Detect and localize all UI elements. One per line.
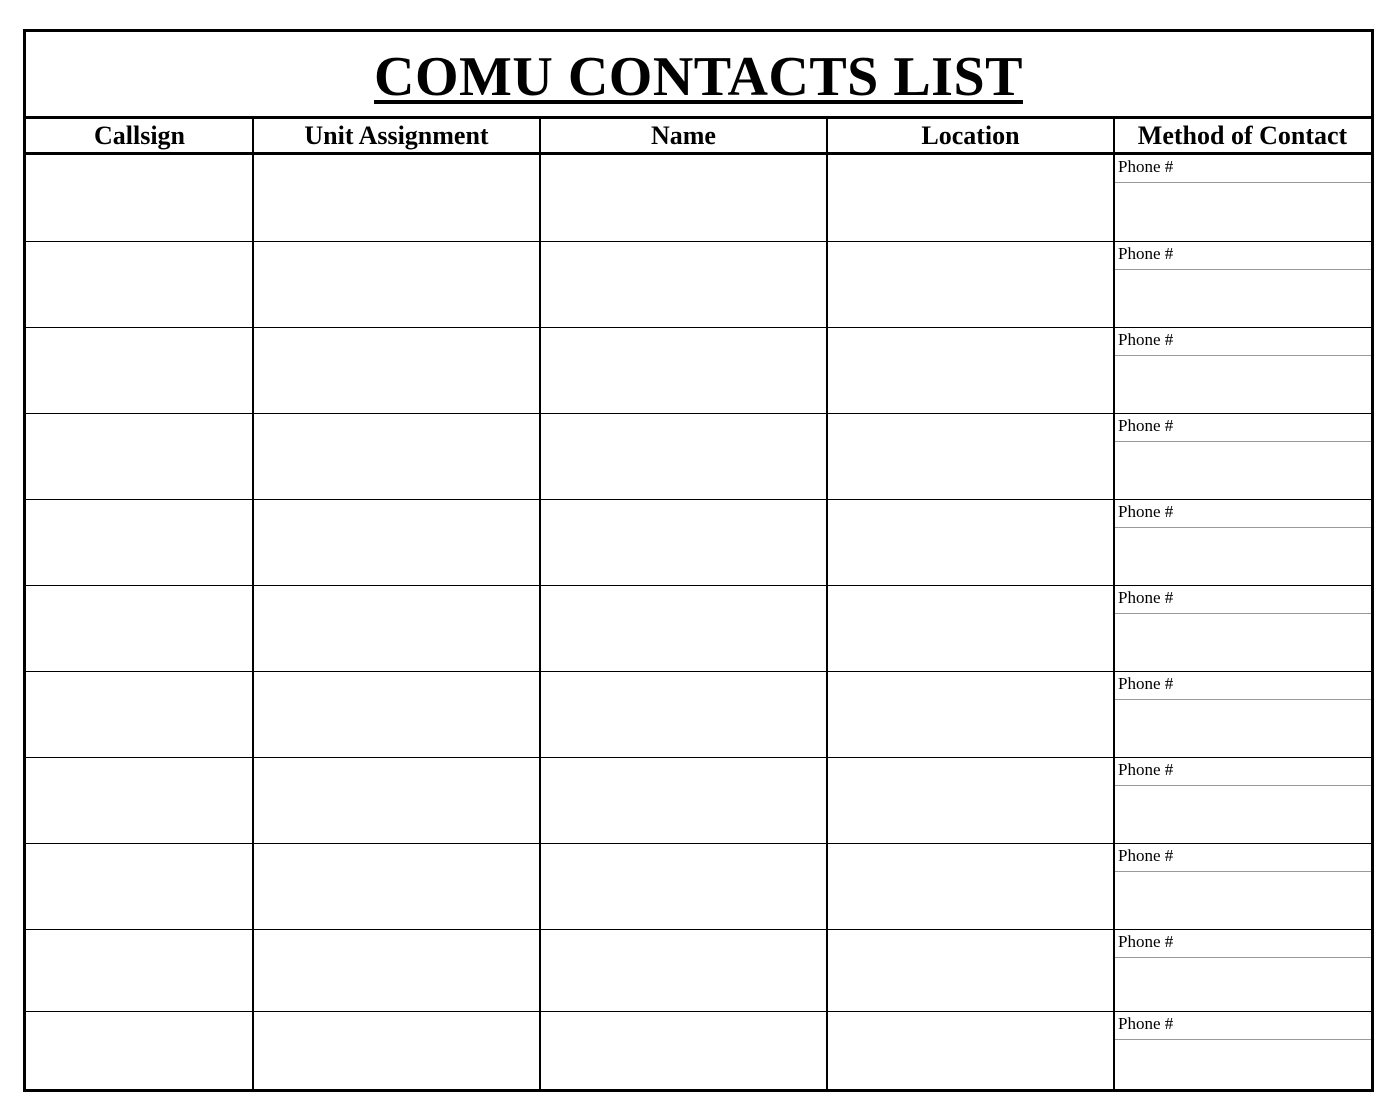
table-row bbox=[26, 929, 1371, 1011]
column-divider bbox=[1113, 116, 1115, 1089]
cell-method-of-contact[interactable] bbox=[1114, 844, 1371, 929]
phone-divider bbox=[1114, 182, 1371, 183]
cell-unit-assignment[interactable] bbox=[253, 328, 540, 413]
table-row bbox=[26, 155, 1371, 241]
cell-unit-assignment[interactable] bbox=[253, 242, 540, 327]
cell-callsign[interactable] bbox=[26, 1012, 253, 1089]
column-header-method-of-contact: Method of Contact bbox=[1137, 120, 1348, 150]
contacts-table bbox=[26, 32, 1371, 1089]
page-title: COMU CONTACTS LIST bbox=[374, 46, 1023, 108]
cell-unit-assignment[interactable] bbox=[253, 1012, 540, 1089]
phone-label: Phone # bbox=[1118, 674, 1174, 693]
cell-callsign[interactable] bbox=[26, 930, 253, 1011]
cell-location[interactable] bbox=[827, 672, 1114, 757]
phone-divider bbox=[1114, 613, 1371, 614]
phone-label: Phone # bbox=[1118, 588, 1174, 607]
phone-label: Phone # bbox=[1118, 157, 1174, 176]
column-header-name: Name bbox=[651, 120, 716, 150]
cell-unit-assignment[interactable] bbox=[253, 155, 540, 241]
cell-location[interactable] bbox=[827, 1012, 1114, 1089]
cell-location[interactable] bbox=[827, 414, 1114, 499]
cell-callsign[interactable] bbox=[26, 672, 253, 757]
cell-callsign[interactable] bbox=[26, 844, 253, 929]
cell-location[interactable] bbox=[827, 758, 1114, 843]
cell-method-of-contact[interactable] bbox=[1114, 758, 1371, 843]
phone-divider bbox=[1114, 527, 1371, 528]
cell-method-of-contact[interactable] bbox=[1114, 328, 1371, 413]
cell-method-of-contact[interactable] bbox=[1114, 930, 1371, 1011]
phone-label: Phone # bbox=[1118, 760, 1174, 779]
table-row bbox=[26, 327, 1371, 413]
phone-label: Phone # bbox=[1118, 502, 1174, 521]
cell-name[interactable] bbox=[540, 242, 827, 327]
table-header-row bbox=[26, 116, 1371, 155]
cell-location[interactable] bbox=[827, 844, 1114, 929]
cell-unit-assignment[interactable] bbox=[253, 758, 540, 843]
cell-method-of-contact[interactable] bbox=[1114, 1012, 1371, 1089]
cell-location[interactable] bbox=[827, 155, 1114, 241]
cell-callsign[interactable] bbox=[26, 328, 253, 413]
cell-name[interactable] bbox=[540, 414, 827, 499]
phone-divider bbox=[1114, 441, 1371, 442]
cell-method-of-contact[interactable] bbox=[1114, 500, 1371, 585]
cell-method-of-contact[interactable] bbox=[1114, 672, 1371, 757]
column-header-callsign: Callsign bbox=[93, 120, 186, 150]
cell-unit-assignment[interactable] bbox=[253, 414, 540, 499]
cell-callsign[interactable] bbox=[26, 414, 253, 499]
cell-callsign[interactable] bbox=[26, 155, 253, 241]
cell-unit-assignment[interactable] bbox=[253, 672, 540, 757]
table-row bbox=[26, 241, 1371, 327]
cell-name[interactable] bbox=[540, 500, 827, 585]
cell-location[interactable] bbox=[827, 930, 1114, 1011]
column-header-location: Location bbox=[921, 120, 1020, 150]
phone-label: Phone # bbox=[1118, 330, 1174, 349]
cell-unit-assignment[interactable] bbox=[253, 586, 540, 671]
table-row bbox=[26, 585, 1371, 671]
table-row bbox=[26, 757, 1371, 843]
cell-callsign[interactable] bbox=[26, 758, 253, 843]
phone-divider bbox=[1114, 785, 1371, 786]
table-row bbox=[26, 1011, 1371, 1089]
table-row bbox=[26, 671, 1371, 757]
phone-divider bbox=[1114, 957, 1371, 958]
cell-name[interactable] bbox=[540, 844, 827, 929]
contacts-form bbox=[23, 29, 1374, 1092]
cell-name[interactable] bbox=[540, 930, 827, 1011]
column-divider bbox=[539, 116, 541, 1089]
phone-divider bbox=[1114, 699, 1371, 700]
phone-label: Phone # bbox=[1118, 244, 1174, 263]
phone-label: Phone # bbox=[1118, 416, 1174, 435]
cell-location[interactable] bbox=[827, 328, 1114, 413]
column-divider bbox=[252, 116, 254, 1089]
phone-divider bbox=[1114, 871, 1371, 872]
cell-method-of-contact[interactable] bbox=[1114, 586, 1371, 671]
cell-method-of-contact[interactable] bbox=[1114, 155, 1371, 241]
cell-name[interactable] bbox=[540, 155, 827, 241]
cell-unit-assignment[interactable] bbox=[253, 930, 540, 1011]
cell-name[interactable] bbox=[540, 672, 827, 757]
phone-label: Phone # bbox=[1118, 846, 1174, 865]
column-divider bbox=[826, 116, 828, 1089]
cell-callsign[interactable] bbox=[26, 586, 253, 671]
cell-callsign[interactable] bbox=[26, 500, 253, 585]
cell-name[interactable] bbox=[540, 1012, 827, 1089]
cell-unit-assignment[interactable] bbox=[253, 844, 540, 929]
phone-label: Phone # bbox=[1118, 1014, 1174, 1033]
cell-unit-assignment[interactable] bbox=[253, 500, 540, 585]
cell-location[interactable] bbox=[827, 500, 1114, 585]
phone-divider bbox=[1114, 355, 1371, 356]
phone-label: Phone # bbox=[1118, 932, 1174, 951]
cell-callsign[interactable] bbox=[26, 242, 253, 327]
cell-name[interactable] bbox=[540, 758, 827, 843]
column-header-unit-assignment: Unit Assignment bbox=[304, 120, 489, 150]
phone-divider bbox=[1114, 269, 1371, 270]
table-row bbox=[26, 413, 1371, 499]
cell-method-of-contact[interactable] bbox=[1114, 414, 1371, 499]
cell-method-of-contact[interactable] bbox=[1114, 242, 1371, 327]
phone-divider bbox=[1114, 1039, 1371, 1040]
table-row bbox=[26, 499, 1371, 585]
table-row bbox=[26, 843, 1371, 929]
cell-name[interactable] bbox=[540, 328, 827, 413]
cell-location[interactable] bbox=[827, 242, 1114, 327]
cell-name[interactable] bbox=[540, 586, 827, 671]
cell-location[interactable] bbox=[827, 586, 1114, 671]
